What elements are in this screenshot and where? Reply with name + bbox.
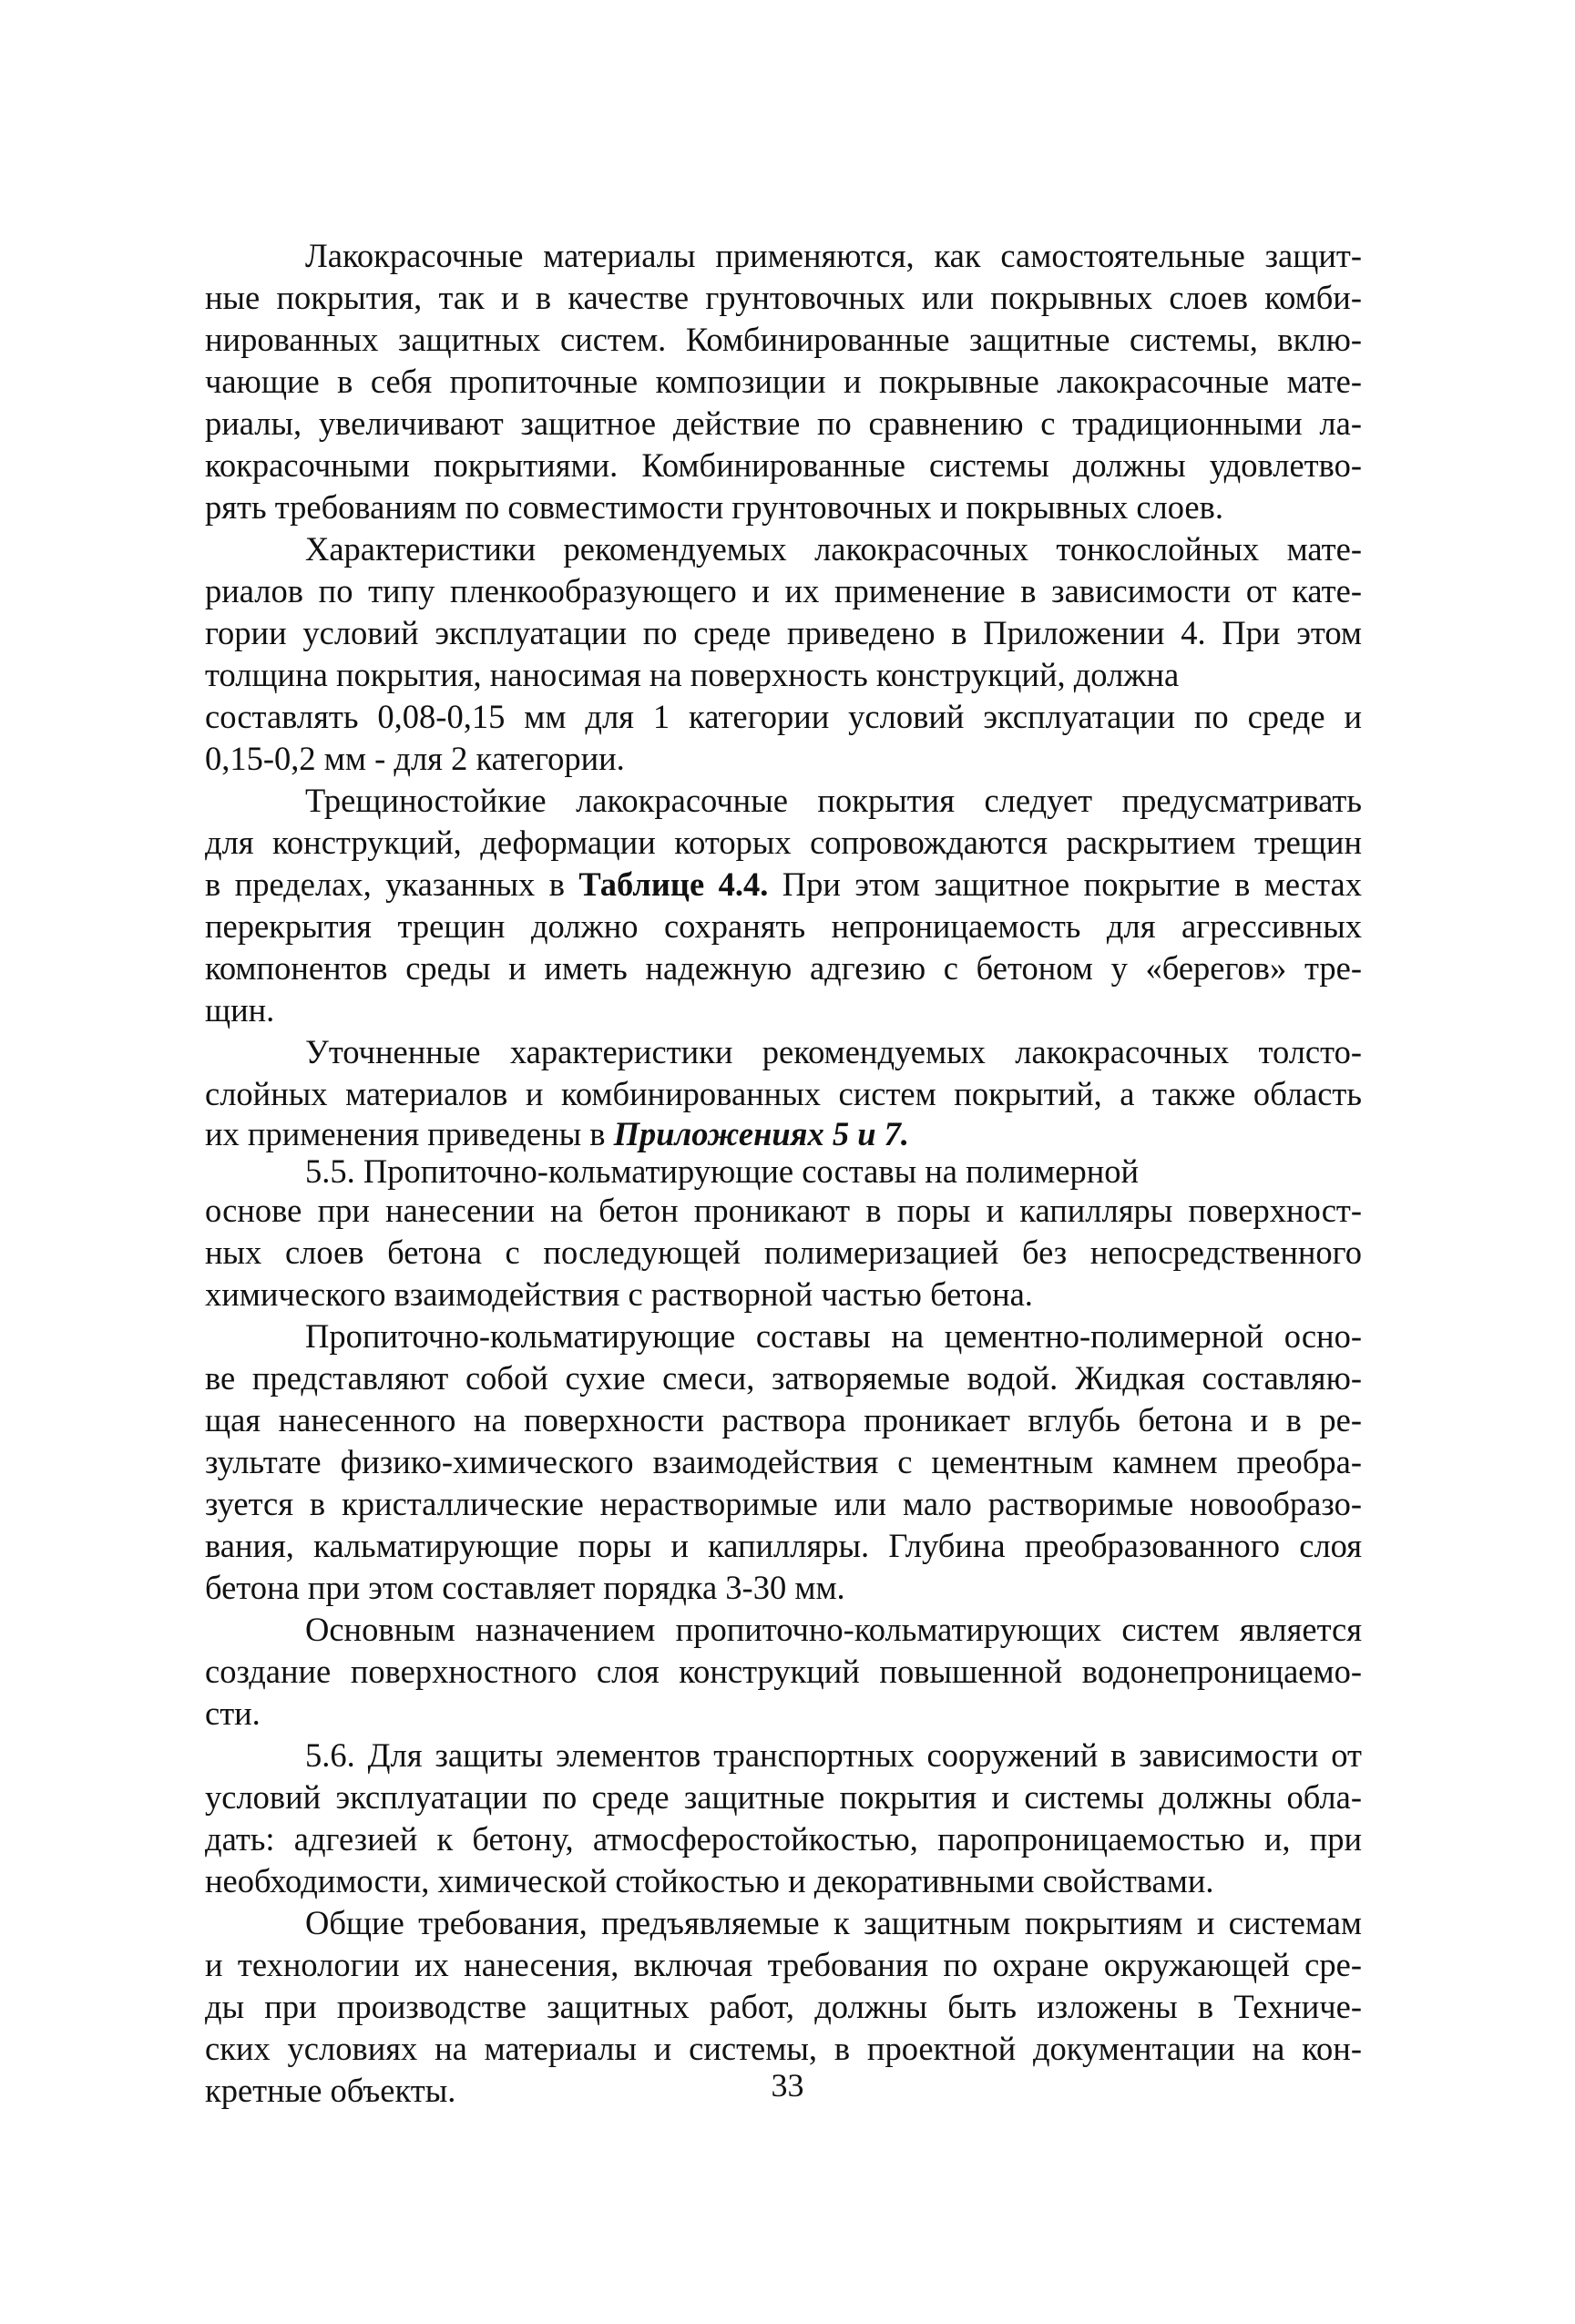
text-line: необходимости, химической стойкостью и декоративными свойствами. [205, 1862, 1214, 1899]
text-line: основе при нанесении на бетон проникают в поры и капилляры поверхност- [205, 1192, 1362, 1229]
text-line: составлять 0,08-0,15 мм для 1 категории условий эксплуатации по среде и [205, 698, 1362, 735]
text-line: зуется в кристаллические нерастворимые или мало растворимые новообразо- [205, 1485, 1362, 1522]
text-line: 5.5. Пропиточно-кольматирующие составы на полимерной [305, 1152, 1140, 1190]
text-line: бетона при этом составляет порядка 3-30 мм. [205, 1569, 845, 1606]
text-line: для конструкций, деформации которых сопровождаются раскрытием трещин [205, 824, 1362, 861]
paragraph [205, 1609, 1362, 1735]
table-reference: Таблице 4.4. [578, 865, 769, 903]
paragraph [205, 528, 1362, 780]
text-line: рять требованиям по совместимости грунтовочных и покрывных слоев. [205, 488, 1223, 526]
text-line: ды при производстве защитных работ, должны быть изложены в Техниче- [205, 1988, 1362, 2025]
text-line: дать: адгезией к бетону, атмосферостойкостью, паропроницаемостью и, при [205, 1820, 1362, 1858]
paragraph [205, 235, 1362, 528]
text-line [205, 864, 1362, 906]
text-line: ные покрытия, так и в качестве грунтовочных или покрывных слоев комби- [205, 279, 1362, 316]
text-line: Общие требования, предъявляемые к защитным покрытиям и системам [305, 1904, 1362, 1941]
text-line: сти. [205, 1694, 261, 1732]
text-line: щин. [205, 991, 275, 1029]
paragraph [205, 1316, 1362, 1609]
text-line: Основным назначением пропиточно-кольматирующих систем является [305, 1611, 1362, 1648]
text-line: 0,15-0,2 мм - для 2 категории. [205, 740, 625, 777]
text-line: щая нанесенного на поверхности раствора проникает вглубь бетона и в ре- [205, 1401, 1362, 1438]
text-line: нированных защитных систем. Комбинированные защитные системы, вклю- [205, 321, 1362, 358]
text-line: слойных материалов и комбинированных систем покрытий, а также область [205, 1075, 1362, 1112]
text-run: в пределах, указанных в [205, 865, 579, 903]
paragraph [205, 1152, 1362, 1316]
text-line: ных слоев бетона с последующей полимеризацией без непосредственного [205, 1234, 1362, 1271]
text-line: компонентов среды и иметь надежную адгезию с бетоном у «берегов» тре- [205, 949, 1362, 987]
paragraph [205, 1735, 1362, 1902]
text-line [205, 1115, 1362, 1152]
text-line: вания, кальматирующие поры и капилляры. Глубина преобразованного слоя [205, 1527, 1362, 1564]
text-line: кокрасочными покрытиями. Комбинированные системы должны удовлетво- [205, 446, 1362, 484]
page-number: 33 [771, 2067, 804, 2104]
text-line: ских условиях на материалы и системы, в проектной документации на кон- [205, 2030, 1362, 2067]
body-text [205, 235, 1362, 2112]
text-line: гории условий эксплуатации по среде приведено в Приложении 4. При этом [205, 614, 1362, 651]
paragraph [205, 780, 1362, 1031]
text-line: толщина покрытия, наносимая на поверхность конструкций, должна [205, 656, 1180, 693]
text-line: Пропиточно-кольматирующие составы на цементно-полимерной осно- [305, 1317, 1362, 1355]
text-line: чающие в себя пропиточные композиции и покрывные лакокрасочные мате- [205, 363, 1362, 400]
text-line: Трещиностойкие лакокрасочные покрытия следует предусматривать [305, 782, 1362, 819]
text-line: химического взаимодействия с растворной частью бетона. [205, 1275, 1033, 1313]
text-line: перекрытия трещин должно сохранять непроницаемость для агрессивных [205, 907, 1362, 945]
text-line: кретные объекты. [205, 2072, 456, 2109]
text-line: Лакокрасочные материалы применяются, как самостоятельные защит- [305, 237, 1362, 274]
text-line: риалов по типу пленкообразующего и их применение в зависимости от кате- [205, 572, 1362, 609]
text-line: риалы, увеличивают защитное действие по сравнению с традиционными ла- [205, 404, 1362, 442]
text-line: зультате физико-химического взаимодействия с цементным камнем преобра- [205, 1443, 1362, 1480]
text-line: и технологии их нанесения, включая требования по охране окружающей сре- [205, 1946, 1362, 1983]
appendix-reference: Приложениях 5 и 7. [613, 1115, 910, 1152]
text-line: создание поверхностного слоя конструкций повышенной водонепроницаемо- [205, 1653, 1362, 1690]
text-line: 5.6. Для защиты элементов транспортных сооружений в зависимости от [305, 1736, 1362, 1774]
text-line: ве представляют собой сухие смеси, затворяемые водой. Жидкая составляю- [205, 1359, 1362, 1397]
text-line: условий эксплуатации по среде защитные покрытия и системы должны обла- [205, 1778, 1362, 1816]
paragraph [205, 1031, 1362, 1152]
text-run: их применения приведены в [205, 1115, 614, 1152]
text-line: Характеристики рекомендуемых лакокрасочных тонкослойных мате- [305, 530, 1362, 568]
text-run: При этом защитное покрытие в местах [768, 865, 1362, 903]
text-line: Уточненные характеристики рекомендуемых лакокрасочных толсто- [305, 1033, 1362, 1070]
